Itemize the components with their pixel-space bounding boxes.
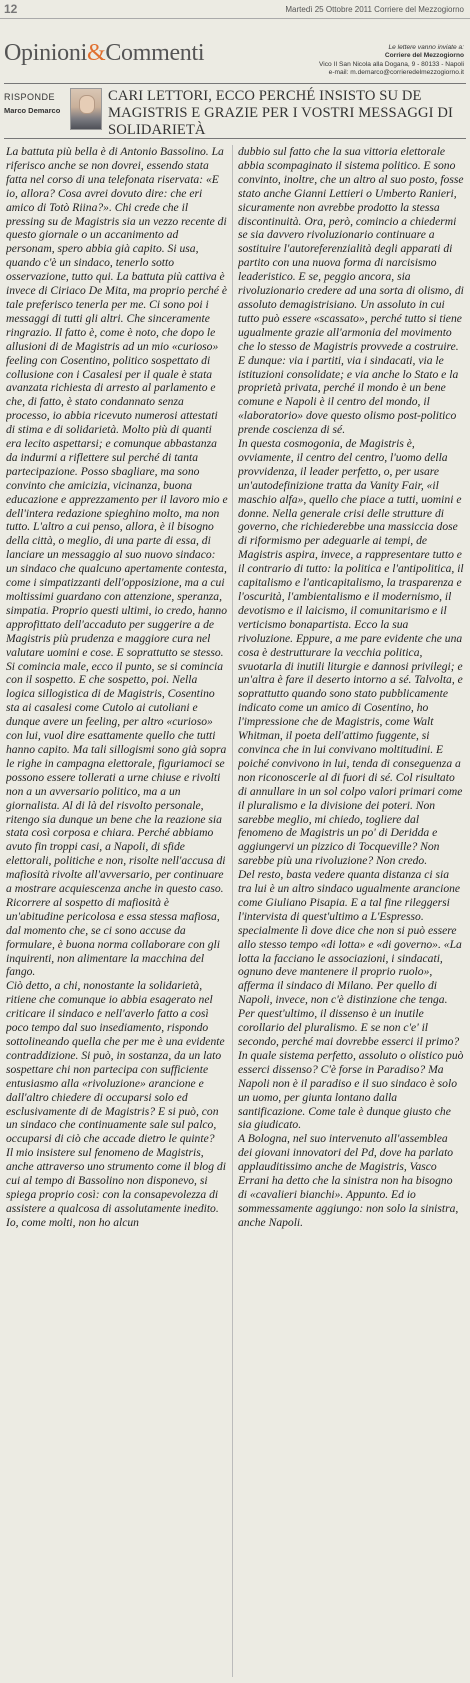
column-divider [232, 145, 233, 1677]
author-name: Marco Demarco [4, 106, 61, 115]
dateline: Martedì 25 Ottobre 2011 Corriere del Mezzogiorno [285, 5, 464, 14]
page-number: 12 [4, 2, 18, 16]
contact-email: e-mail: m.demarco@corrieredelmezzogiorno.it [328, 69, 464, 77]
contact-address: Vico II San Nicola alla Dogana, 9 - 80133 - Napoli [318, 60, 464, 68]
article-column-left [6, 145, 228, 1677]
risponde-label: RISPONDE [4, 92, 56, 102]
author-photo [70, 88, 102, 130]
paragraph: Si comincia male, ecco il punto, se si comincia con il sospetto. E che sospetto, poi. Nella logica sillogistica di de Magistris, Cosentino sta ai casalesi come Cutolo ai cutoliani e dunque avere un feeling, per altro «curioso» con lui, vuol dire esattamente quello che tutti hanno capito. Ma tali sillogismi sono già sopra le righe in campagna elettorale, figuriamoci se possono essere tollerati a urne chiuse e rivolti non a un avversario politico, ma a un giornalista. Al di là del risvolto personale, ritengo sia dunque un bene che la reazione sia stata così corposa e chiara. Perché abbiamo avuto fin troppi casi, a Napoli, di sfide elettorali, politiche e non, risolte nell'accusa di mafiosità rivolte all'avversario, per continuare a mostrare acquiescenza anche in questo caso. Ricorrere al sospetto di mafiosità è un'abitudine pericolosa e essa stessa mafiosa, dal momento che, se ci sono accuse da formulare, è buona norma collaborare con gli inquirenti, non alimentare la macchina del fango. [6, 659, 227, 979]
page-header [0, 0, 470, 19]
contact-intro: Le lettere vanno inviate a: [388, 44, 464, 51]
byline [4, 92, 66, 122]
header-rule [4, 83, 466, 84]
section-title-part1: Opinioni [4, 40, 87, 66]
letters-contact [264, 44, 464, 78]
paragraph: Ciò detto, a chi, nonostante la solidarietà, ritiene che comunque io abbia esagerato nel criticare il sindaco e nell'averlo fatto a così poco tempo dal suo insediamento, rispondo sottolineando quella che per me è una evidente contraddizione. Si può, in sostanza, da un lato sospettare chi non partecipa con sufficiente entusiasmo alla «rivoluzione» arancione e dall'altro chiedere di occuparsi solo ed esclusivamente di de Magistris? E si può, con un sindaco che continuamente sale sul palco, occuparsi di ciò che accade dietro le quinte? [6, 979, 225, 1146]
contact-paper: Corriere del Mezzogiorno [384, 52, 464, 60]
paragraph: La battuta più bella è di Antonio Bassolino. La riferisco anche se non dovrei, essendo stata fatta nel corso di una telefonata riservata: «E io, allora? Cosa avrei dovuto dire: che eri amico di Totò Riina?». Chi crede che il pressing su de Magistris sia un vezzo recente di questo giornale o un accanimento ad personam, spero abbia già capito. Si usa, quando c'è un sindaco, tenerlo sotto osservazione, tutto qui. La battuta più cattiva è invece di Ciriaco De Mita, ma proprio perché è tale preferisco tenerla per me. Ci sono poi i messaggi di tutti gli altri. Che sinceramente ringrazio. Il fatto è, come è noto, che dopo le allusioni di de Magistris ad un mio «curioso» feeling con Cosentino, politico sospettato di collusione con i Casalesi per il quale è stata avanzata richiesta di arresto al parlamento e che, di fatto, è stato condannato senza processo, io abbia ricevuto numerosi attestati di stima e di solidarietà. Molto più di quanti era lecito aspettarsi; e comunque abbastanza da indurmi a riflettere sul perché di tanta partecipazione. Posso sbagliare, ma sono convinto che amicizia, vicinanza, buona educazione e apprezzamento per il lavoro mio e dell'intera redazione spieghino molto, ma non tutto. L'altro a cui penso, allora, è il bisogno della città, o meglio, di una parte di essa, di lanciare un messaggio al suo nuovo sindaco: un sindaco che qualcuno apertamente contesta, come i simpatizzanti dell'opposizione, ma a cui moltissimi guardano con attenzione, speranza, simpatia. Proprio questi ultimi, io credo, hanno approfittato dell'accaduto per suggerire a de Magistris più prudenza e maggiore cura nel valutare uomini e cose. E soprattutto se stesso. [6, 145, 228, 659]
section-title-ampersand: & [86, 40, 106, 66]
author-photo-head [79, 95, 95, 114]
paragraph: Il mio insistere sul fenomeno de Magistris, anche attraverso uno strumento come il blog di cui al tempo di Bassolino non disponevo, si spiega proprio così: con la consapevolezza di assistere a qualcosa di assolutamente inedito. Io, come molti, non ho alcun [6, 1146, 226, 1229]
article-column-right [238, 145, 464, 1677]
article-headline: CARI LETTORI, ECCO PERCHÉ INSISTO SU DE MAGISTRIS E GRAZIE PER I VOSTRI MESSAGGI DI SOLIDARIETÀ [108, 88, 453, 138]
section-title [4, 40, 204, 67]
paragraph: In questa cosmogonia, de Magistris è, ovviamente, il centro del centro, l'uomo della provvidenza, il leader perfetto, o, per usare un'autodefinizione tratta da Vanity Fair, «il maschio alfa», quello che piace a tutti, uomini e donne. Nella generale crisi delle strutture di governo, che richiederebbe una massiccia dose di riformismo per adeguarle ai tempi, de Magistris aspira, invece, a rappresentare tutto e il contrario di tutto: la politica e l'antipolitica, il capitalismo e l'anticapitalismo, la trasparenza e l'oscurità, l'ambientalismo e il modernismo, il devotismo e il laicismo, il comunitarismo e il verticismo bonapartista. Ecco la sua rivoluzione. Eppure, a me pare evidente che una cosa è destrutturare la vecchia politica, svuotarla di inutili liturgie e dannosi privilegi; e un'altra è fare il deserto intorno a sé. Talvolta, e soprattutto quando sono stato pubblicamente indicato come un amico di Cosentino, ho l'impressione che de Magistris, come Walt Whitman, il poeta dell'attimo fuggente, si convinca che in lui convivano moltitudini. E poiché convivono in lui, tenda di conseguenza a non riconoscerle al di fuori di sé. Col risultato di annullare in un sol colpo valori primari come il pluralismo e la divisione dei poteri. Non sarebbe meglio, mi chiedo, togliere dal fenomeno de Magistris un po' di Deridda e aggiungervi un pizzico di Tocqueville? Non sarebbe più una rivoluzione? Non credo. [238, 437, 464, 868]
headline-rule [4, 138, 466, 139]
paragraph: A Bologna, nel suo intervenuto all'assemblea dei giovani innovatori del Pd, dove ha parlato applauditissimo anche de Magistris, Vasco Errani ha detto che la sinistra non ha bisogno di «cavalieri bianchi». Appunto. Ed io sommessamente aggiungo: non solo la sinistra, anche Napoli. [238, 1132, 459, 1229]
paragraph: Del resto, basta vedere quanta distanza ci sia tra lui è un altro sindaco ugualmente arancione come Giuliano Pisapia. E a tal fine rileggersi l'intervista di quest'ultimo a L'Espresso. specialmente lì dove dice che non si può essere allo stesso tempo «di lotta» e «di governo». «La lotta la facciano le associazioni, i sindacati, ognuno deve mantenere il proprio ruolo», afferma il sindaco di Milano. Per quello di Napoli, invece, non c'è distinzione che tenga. Per quest'ultimo, il dissenso è un inutile corollario del pluralismo. E se non c'e' il secondo, perché mai dovrebbe esserci il primo? In quale sistema perfetto, assoluto o olistico può esserci dissenso? C'è forse in Paradiso? Ma Napoli non è il paradiso e il suo sindaco è solo un uomo, per giunta lontano dalla santificazione. Come tale è dunque giusto che sia giudicato. [238, 868, 464, 1132]
paragraph: dubbio sul fatto che la sua vittoria elettorale abbia scompaginato il sistema politico. E sono convinto, inoltre, che un altro al suo posto, fosse stato anche Gianni Lettieri o Umberto Ranieri, sicuramente non avrebbe prodotto la stessa discontinuità. Ora, però, comincio a chiedermi se sia davvero rivoluzionario continuare a sostituire l'autoreferenzialità degli apparati di partito con una nuova forma di narcisismo leaderistico. E se, peggio ancora, sia rivoluzionario credere ad una sorta di olismo, di assoluto demagistrisiano. Un assoluto in cui tutto può essere «scassato», perché tutto si tiene ugualmente grazie all'armonia del movimento che lo stesso de Magistris provvede a costruire. E dunque: via i partiti, via i sindacati, via le istituzioni consolidate; e via anche lo Stato e la proprietà privata, perché il mondo è un bene comune e Napoli è il centro del mondo, il «laboratorio» dove questo olismo post-politico prende coscienza di sé. [238, 145, 464, 437]
section-title-part2: Commenti [105, 40, 205, 66]
